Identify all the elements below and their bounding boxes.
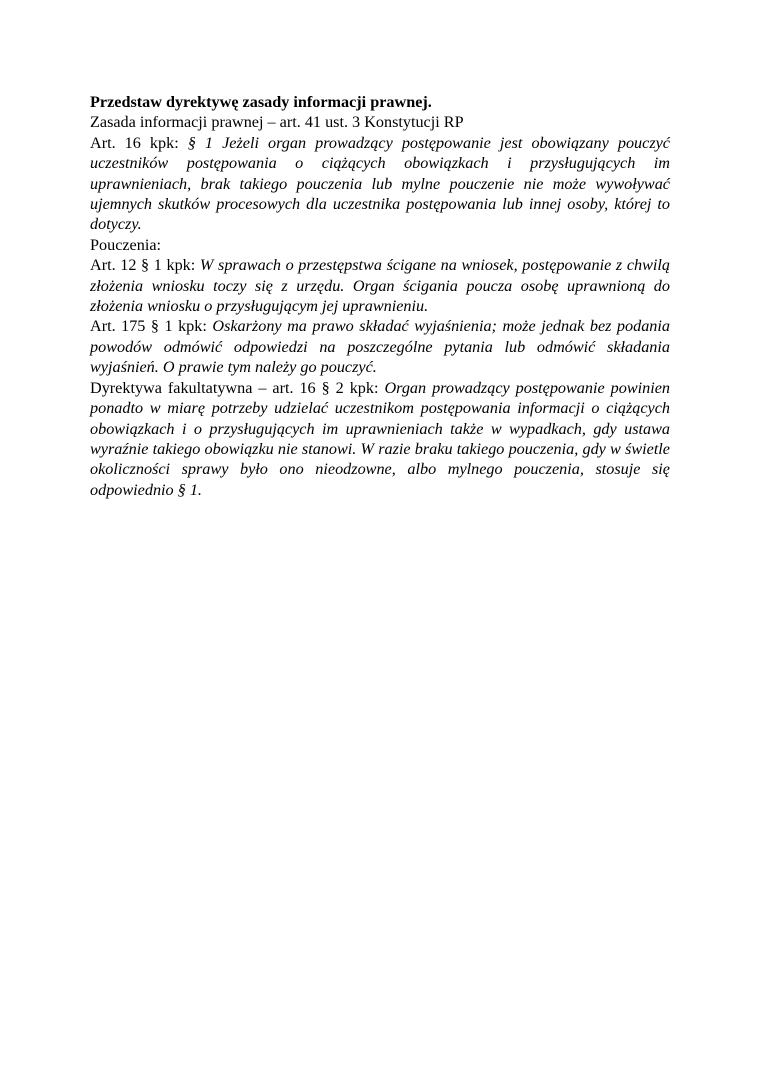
art16-quote: § 1 Jeżeli organ prowadzący postępowanie jest obowiązany pouczyć uczestników postępowania o ciążących obowiązkach i przysługujących im uprawnieniach, brak takiego pouczenia lub mylne pouczenie nie może wywoływać ujemnych skutków procesowych dla uczestnika postępowania lub innej osoby, której to dotyczy. <box>90 133 670 234</box>
paragraph-art12 <box>90 255 670 316</box>
art16-reference: Art. 16 kpk: <box>90 133 188 152</box>
document-body <box>90 92 670 500</box>
paragraph-dyrektywa <box>90 378 670 500</box>
pouczenia-label: Pouczenia: <box>90 235 162 254</box>
paragraph-art16 <box>90 133 670 235</box>
dyrektywa-quote: Organ prowadzący postępowanie powinien ponadto w miarę potrzeby udzielać uczestnikom postępowania informacji o ciążących obowiązkach i o przysługujących im uprawnieniach także w wypadkach, gdy ustawa wyraźnie takiego obowiązku nie stanowi. W razie braku takiego pouczenia, gdy w świetle okoliczności sprawy było ono nieodzowne, albo mylnego pouczenia, stosuje się odpowiednio § 1. <box>90 378 670 499</box>
document-heading: Przedstaw dyrektywę zasady informacji prawnej. <box>90 93 432 111</box>
document-subheading: Zasada informacji prawnej – art. 41 ust. 3 Konstytucji RP <box>90 113 464 132</box>
art175-reference: Art. 175 § 1 kpk: <box>90 317 213 336</box>
art175-quote: Oskarżony ma prawo składać wyjaśnienia; może jednak bez podania powodów odmówić odpowiedzi na poszczególne pytania lub odmówić składania wyjaśnień. O prawie tym należy go pouczyć. <box>90 317 670 377</box>
dyrektywa-reference: Dyrektywa fakultatywna – art. 16 § 2 kpk: <box>90 378 385 397</box>
paragraph-art175 <box>90 316 670 377</box>
art12-reference: Art. 12 § 1 kpk: <box>90 256 200 275</box>
art12-quote: W sprawach o przestępstwa ścigane na wniosek, postępowanie z chwilą złożenia wniosku toczy się z urzędu. Organ ścigania poucza osobę uprawnioną do złożenia wniosku o przysługującym jej uprawnieniu. <box>90 256 671 316</box>
